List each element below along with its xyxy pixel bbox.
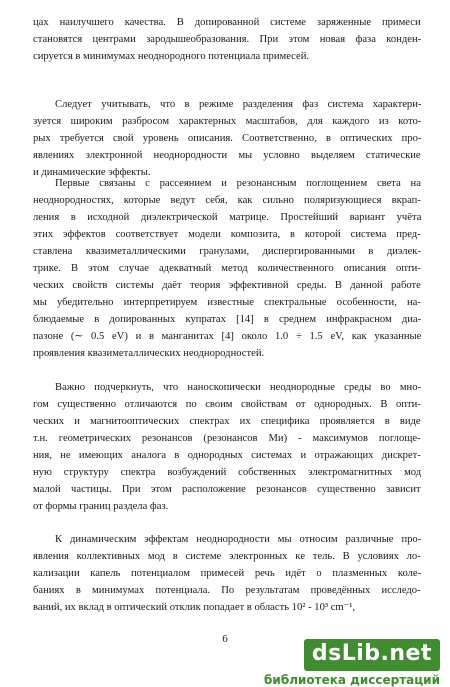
- text-line: проявления квазиметаллических неоднородностей.: [33, 348, 265, 359]
- text-line: баниях в минимумах потенциала. По результатам проведённых исследо-: [33, 585, 421, 596]
- text-line: зуется широким разбросом характерных масштабов, для каждого из кото-: [33, 116, 422, 127]
- text-line: становятся центрами зародышеобразования. При этом новая фаза конден-: [33, 34, 422, 45]
- text-line: гом существенно отличаются по своим свойствам от однородных. В опти-: [33, 399, 421, 410]
- text-line: Первые связаны с рассеянием и резонансным поглощением света на: [55, 178, 421, 189]
- text-line: явления коллективных мод в системе электронных кe тель. В условиях ло-: [33, 551, 421, 562]
- text-line: ваний, их вклад в оптический отклик попадает в область 10² - 10³ cm⁻¹,: [33, 602, 356, 613]
- paragraph-4: [33, 379, 421, 515]
- text-line: от формы границ раздела фаз.: [33, 501, 169, 512]
- text-line: неоднородностях, которые ведут себя, как сильно поляризующиеся вкрап-: [33, 195, 421, 206]
- text-line: кализации капель потенциалом примесей речь идёт о плазменных коле-: [33, 568, 422, 579]
- text-line: и динамические эффекты.: [33, 167, 151, 178]
- text-line: т.н. геометрических резонансов (резонансов Ми) - максимумов поглоще-: [33, 433, 421, 444]
- text-line: этих эффектов соответствует модели композита, в которой система пред-: [33, 229, 421, 240]
- text-line: явлениях электронной неоднородности мы условно выделяем статические: [33, 150, 421, 161]
- text-line: трике. В этом случае адекватный метод количественного описания опти-: [33, 263, 421, 274]
- text-line: цах наилучшего качества. В допированной системе заряженные примеси: [33, 17, 421, 28]
- text-line: ную структуру спектра возбуждений собственных электромагнитных мод: [33, 467, 422, 478]
- paragraph-2: [33, 96, 421, 181]
- paragraph-1: [33, 14, 421, 65]
- text-line: ческих и магнитооптических спектрах их специфика проявляется в виде: [33, 416, 421, 427]
- text-line: пазоне (∼ 0.5 eV) и в манганитах [4] около 1.0 ÷ 1.5 eV, как указанные: [33, 331, 422, 342]
- text-line: рых требуется свой уровень описания. Соответственно, в оптических про-: [33, 133, 422, 144]
- text-line: Важно подчеркнуть, что наноскопически неоднородные среды во мно-: [55, 382, 422, 393]
- watermark-logo-text: dsLib.net: [304, 639, 440, 671]
- text-line: К динамическим эффектам неоднородности мы относим различные про-: [55, 534, 422, 545]
- text-line: сируется в минимумах неоднородного потенциала примесей.: [33, 51, 310, 62]
- paragraph-3: [33, 175, 421, 362]
- text-line: ления в исходной диэлектрической матрице. Простейший вариант учёта: [33, 212, 422, 223]
- dslib-watermark-logo: [264, 639, 440, 687]
- text-line: ческих свойств системы даёт теория эффективной среды. В данной работе: [33, 280, 421, 291]
- paragraph-5: [33, 531, 421, 616]
- text-line: мы убедительно интерпретируем известные спектральные особенности, на-: [33, 297, 421, 308]
- text-line: Следует учитывать, что в режиме разделения фаз система характери-: [55, 99, 422, 110]
- text-line: блюдаемые в допированных купратах [14] в среднем инфракрасном диа-: [33, 314, 422, 325]
- text-line: ния, не имеющих аналога в однородных системах и отражающих дискрет-: [33, 450, 421, 461]
- page-number: 6: [222, 633, 228, 645]
- text-line: малой частицы. При этом расположение резонансов существенно зависит: [33, 484, 421, 495]
- text-line: ставлена квазиметаллическими гранулами, диспергированными в диэлек-: [33, 246, 421, 257]
- watermark-subtitle: библиотека диссертаций: [264, 673, 440, 687]
